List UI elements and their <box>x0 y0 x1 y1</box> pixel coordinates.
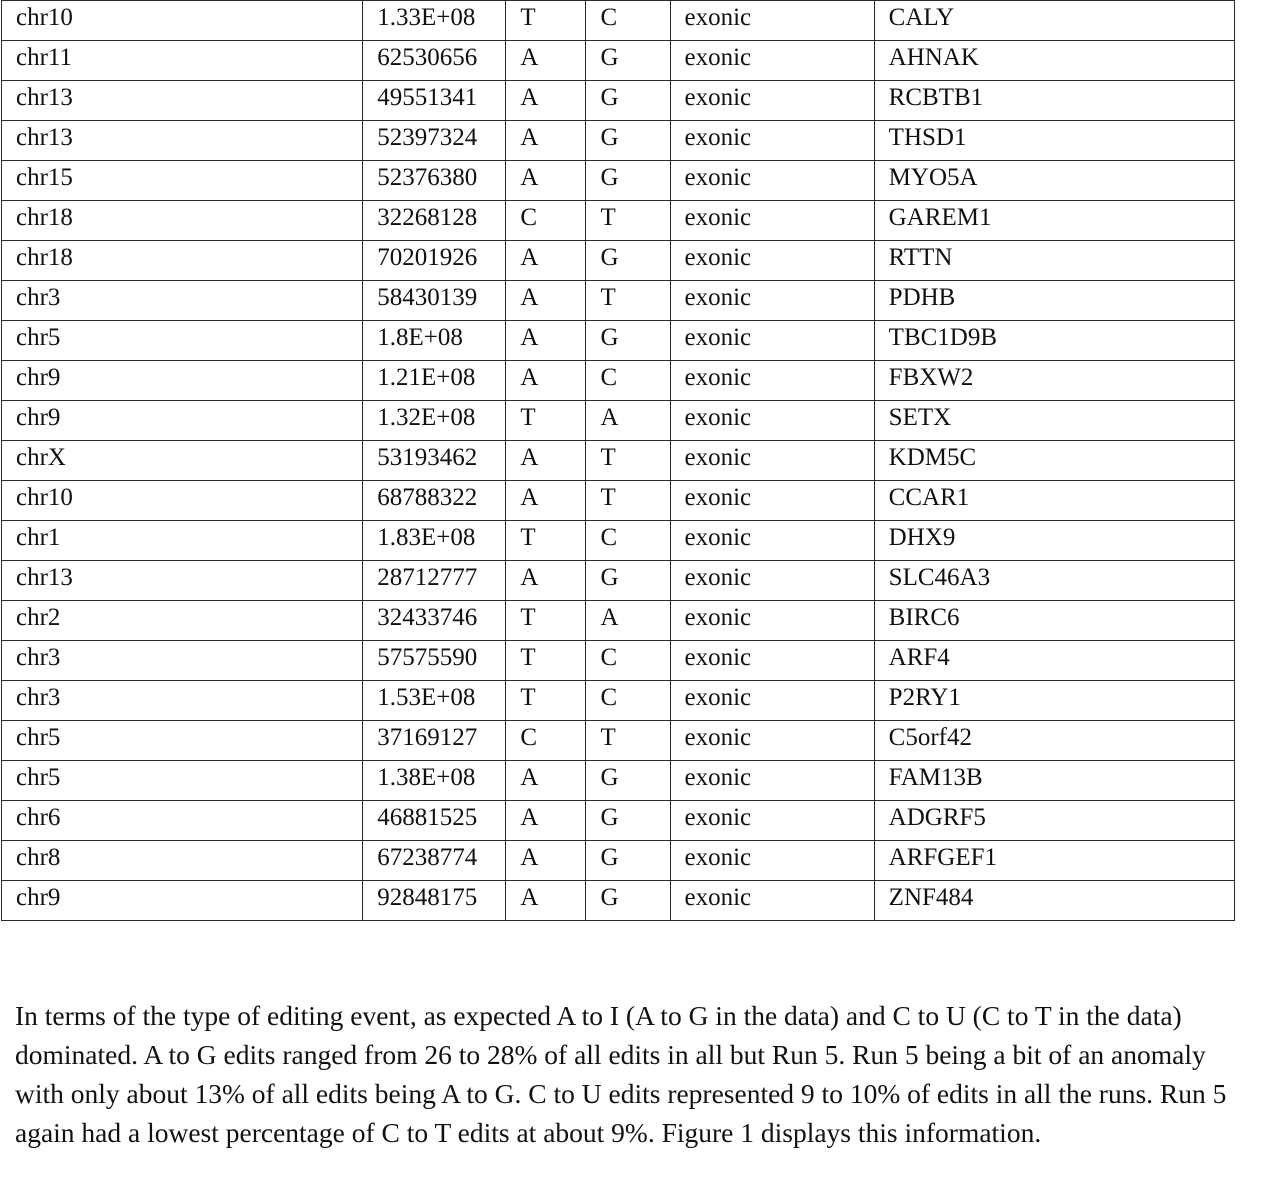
alternate-base-cell: T <box>586 481 670 521</box>
chromosome-cell: chr11 <box>2 41 363 81</box>
reference-base-cell: T <box>506 681 586 721</box>
gene-cell: ADGRF5 <box>874 801 1234 841</box>
position-cell: 1.33E+08 <box>363 1 506 41</box>
position-cell: 57575590 <box>363 641 506 681</box>
position-cell: 37169127 <box>363 721 506 761</box>
chromosome-cell: chr8 <box>2 841 363 881</box>
region-cell: exonic <box>670 401 874 441</box>
gene-cell: DHX9 <box>874 521 1234 561</box>
table-row <box>2 881 1235 921</box>
gene-cell: BIRC6 <box>874 601 1234 641</box>
reference-base-cell: A <box>506 481 586 521</box>
chromosome-cell: chr3 <box>2 281 363 321</box>
position-cell: 62530656 <box>363 41 506 81</box>
region-cell: exonic <box>670 601 874 641</box>
table-row <box>2 521 1235 561</box>
reference-base-cell: T <box>506 401 586 441</box>
region-cell: exonic <box>670 361 874 401</box>
reference-base-cell: A <box>506 41 586 81</box>
table-row <box>2 401 1235 441</box>
table-row <box>2 801 1235 841</box>
gene-cell: FAM13B <box>874 761 1234 801</box>
region-cell: exonic <box>670 681 874 721</box>
alternate-base-cell: G <box>586 801 670 841</box>
region-cell: exonic <box>670 761 874 801</box>
reference-base-cell: T <box>506 641 586 681</box>
chromosome-cell: chrX <box>2 441 363 481</box>
region-cell: exonic <box>670 321 874 361</box>
table-row <box>2 121 1235 161</box>
alternate-base-cell: G <box>586 121 670 161</box>
gene-cell: CCAR1 <box>874 481 1234 521</box>
reference-base-cell: A <box>506 761 586 801</box>
reference-base-cell: A <box>506 121 586 161</box>
region-cell: exonic <box>670 521 874 561</box>
chromosome-cell: chr15 <box>2 161 363 201</box>
region-cell: exonic <box>670 1 874 41</box>
position-cell: 1.38E+08 <box>363 761 506 801</box>
gene-cell: PDHB <box>874 281 1234 321</box>
gene-cell: RTTN <box>874 241 1234 281</box>
chromosome-cell: chr13 <box>2 81 363 121</box>
region-cell: exonic <box>670 81 874 121</box>
alternate-base-cell: G <box>586 321 670 361</box>
reference-base-cell: A <box>506 281 586 321</box>
reference-base-cell: A <box>506 321 586 361</box>
chromosome-cell: chr9 <box>2 361 363 401</box>
chromosome-cell: chr3 <box>2 681 363 721</box>
position-cell: 28712777 <box>363 561 506 601</box>
alternate-base-cell: T <box>586 441 670 481</box>
table-row <box>2 641 1235 681</box>
chromosome-cell: chr10 <box>2 1 363 41</box>
table-row <box>2 321 1235 361</box>
position-cell: 70201926 <box>363 241 506 281</box>
position-cell: 49551341 <box>363 81 506 121</box>
region-cell: exonic <box>670 481 874 521</box>
chromosome-cell: chr9 <box>2 401 363 441</box>
gene-cell: P2RY1 <box>874 681 1234 721</box>
alternate-base-cell: G <box>586 561 670 601</box>
editing-sites-table <box>1 0 1235 921</box>
region-cell: exonic <box>670 641 874 681</box>
table-row <box>2 441 1235 481</box>
table-row <box>2 81 1235 121</box>
alternate-base-cell: G <box>586 841 670 881</box>
region-cell: exonic <box>670 201 874 241</box>
alternate-base-cell: G <box>586 161 670 201</box>
gene-cell: THSD1 <box>874 121 1234 161</box>
chromosome-cell: chr2 <box>2 601 363 641</box>
table-body <box>2 1 1235 921</box>
alternate-base-cell: C <box>586 681 670 721</box>
chromosome-cell: chr5 <box>2 761 363 801</box>
reference-base-cell: A <box>506 801 586 841</box>
gene-cell: ARF4 <box>874 641 1234 681</box>
reference-base-cell: A <box>506 441 586 481</box>
table-row <box>2 721 1235 761</box>
reference-base-cell: A <box>506 561 586 601</box>
chromosome-cell: chr18 <box>2 241 363 281</box>
position-cell: 53193462 <box>363 441 506 481</box>
gene-cell: TBC1D9B <box>874 321 1234 361</box>
position-cell: 1.21E+08 <box>363 361 506 401</box>
position-cell: 92848175 <box>363 881 506 921</box>
alternate-base-cell: G <box>586 241 670 281</box>
reference-base-cell: C <box>506 201 586 241</box>
position-cell: 52376380 <box>363 161 506 201</box>
reference-base-cell: A <box>506 81 586 121</box>
chromosome-cell: chr9 <box>2 881 363 921</box>
table-row <box>2 601 1235 641</box>
reference-base-cell: A <box>506 361 586 401</box>
gene-cell: FBXW2 <box>874 361 1234 401</box>
position-cell: 68788322 <box>363 481 506 521</box>
reference-base-cell: A <box>506 841 586 881</box>
alternate-base-cell: C <box>586 361 670 401</box>
gene-cell: MYO5A <box>874 161 1234 201</box>
chromosome-cell: chr10 <box>2 481 363 521</box>
alternate-base-cell: T <box>586 721 670 761</box>
region-cell: exonic <box>670 121 874 161</box>
table-row <box>2 281 1235 321</box>
table-row <box>2 841 1235 881</box>
region-cell: exonic <box>670 841 874 881</box>
alternate-base-cell: G <box>586 761 670 801</box>
table-row <box>2 41 1235 81</box>
table-row <box>2 1 1235 41</box>
reference-base-cell: T <box>506 1 586 41</box>
position-cell: 1.53E+08 <box>363 681 506 721</box>
alternate-base-cell: G <box>586 881 670 921</box>
chromosome-cell: chr5 <box>2 721 363 761</box>
region-cell: exonic <box>670 161 874 201</box>
alternate-base-cell: C <box>586 1 670 41</box>
alternate-base-cell: G <box>586 81 670 121</box>
region-cell: exonic <box>670 441 874 481</box>
position-cell: 58430139 <box>363 281 506 321</box>
gene-cell: RCBTB1 <box>874 81 1234 121</box>
table-row <box>2 761 1235 801</box>
region-cell: exonic <box>670 241 874 281</box>
region-cell: exonic <box>670 281 874 321</box>
reference-base-cell: T <box>506 521 586 561</box>
alternate-base-cell: T <box>586 281 670 321</box>
alternate-base-cell: C <box>586 521 670 561</box>
position-cell: 1.83E+08 <box>363 521 506 561</box>
position-cell: 1.32E+08 <box>363 401 506 441</box>
chromosome-cell: chr1 <box>2 521 363 561</box>
table-row <box>2 241 1235 281</box>
table-row <box>2 481 1235 521</box>
reference-base-cell: C <box>506 721 586 761</box>
reference-base-cell: A <box>506 241 586 281</box>
gene-cell: KDM5C <box>874 441 1234 481</box>
alternate-base-cell: A <box>586 601 670 641</box>
position-cell: 52397324 <box>363 121 506 161</box>
table-row <box>2 561 1235 601</box>
gene-cell: SLC46A3 <box>874 561 1234 601</box>
chromosome-cell: chr6 <box>2 801 363 841</box>
region-cell: exonic <box>670 41 874 81</box>
alternate-base-cell: T <box>586 201 670 241</box>
gene-cell: SETX <box>874 401 1234 441</box>
region-cell: exonic <box>670 561 874 601</box>
table-row <box>2 201 1235 241</box>
chromosome-cell: chr13 <box>2 561 363 601</box>
table-row <box>2 361 1235 401</box>
alternate-base-cell: G <box>586 41 670 81</box>
gene-cell: ARFGEF1 <box>874 841 1234 881</box>
gene-cell: ZNF484 <box>874 881 1234 921</box>
region-cell: exonic <box>670 721 874 761</box>
alternate-base-cell: C <box>586 641 670 681</box>
gene-cell: GAREM1 <box>874 201 1234 241</box>
table-row <box>2 681 1235 721</box>
reference-base-cell: A <box>506 161 586 201</box>
chromosome-cell: chr13 <box>2 121 363 161</box>
gene-cell: AHNAK <box>874 41 1234 81</box>
region-cell: exonic <box>670 881 874 921</box>
position-cell: 32268128 <box>363 201 506 241</box>
reference-base-cell: A <box>506 881 586 921</box>
region-cell: exonic <box>670 801 874 841</box>
position-cell: 1.8E+08 <box>363 321 506 361</box>
alternate-base-cell: A <box>586 401 670 441</box>
gene-cell: CALY <box>874 1 1234 41</box>
position-cell: 32433746 <box>363 601 506 641</box>
chromosome-cell: chr18 <box>2 201 363 241</box>
reference-base-cell: T <box>506 601 586 641</box>
position-cell: 46881525 <box>363 801 506 841</box>
chromosome-cell: chr5 <box>2 321 363 361</box>
table-row <box>2 161 1235 201</box>
gene-cell: C5orf42 <box>874 721 1234 761</box>
chromosome-cell: chr3 <box>2 641 363 681</box>
body-paragraph: In terms of the type of editing event, as expected A to I (A to G in the data) and C to U (C to T in the data) dominated. A to G edits ranged from 26 to 28% of all edits in all but Run 5. Run 5 being a bit of an anomaly with only about 13% of all edits being A to G. C to U edits represented 9 to 10% of edits in all the runs. Run 5 again had a lowest percentage of C to T edits at about 9%. Figure 1 displays this information. <box>15 1000 1227 1148</box>
position-cell: 67238774 <box>363 841 506 881</box>
